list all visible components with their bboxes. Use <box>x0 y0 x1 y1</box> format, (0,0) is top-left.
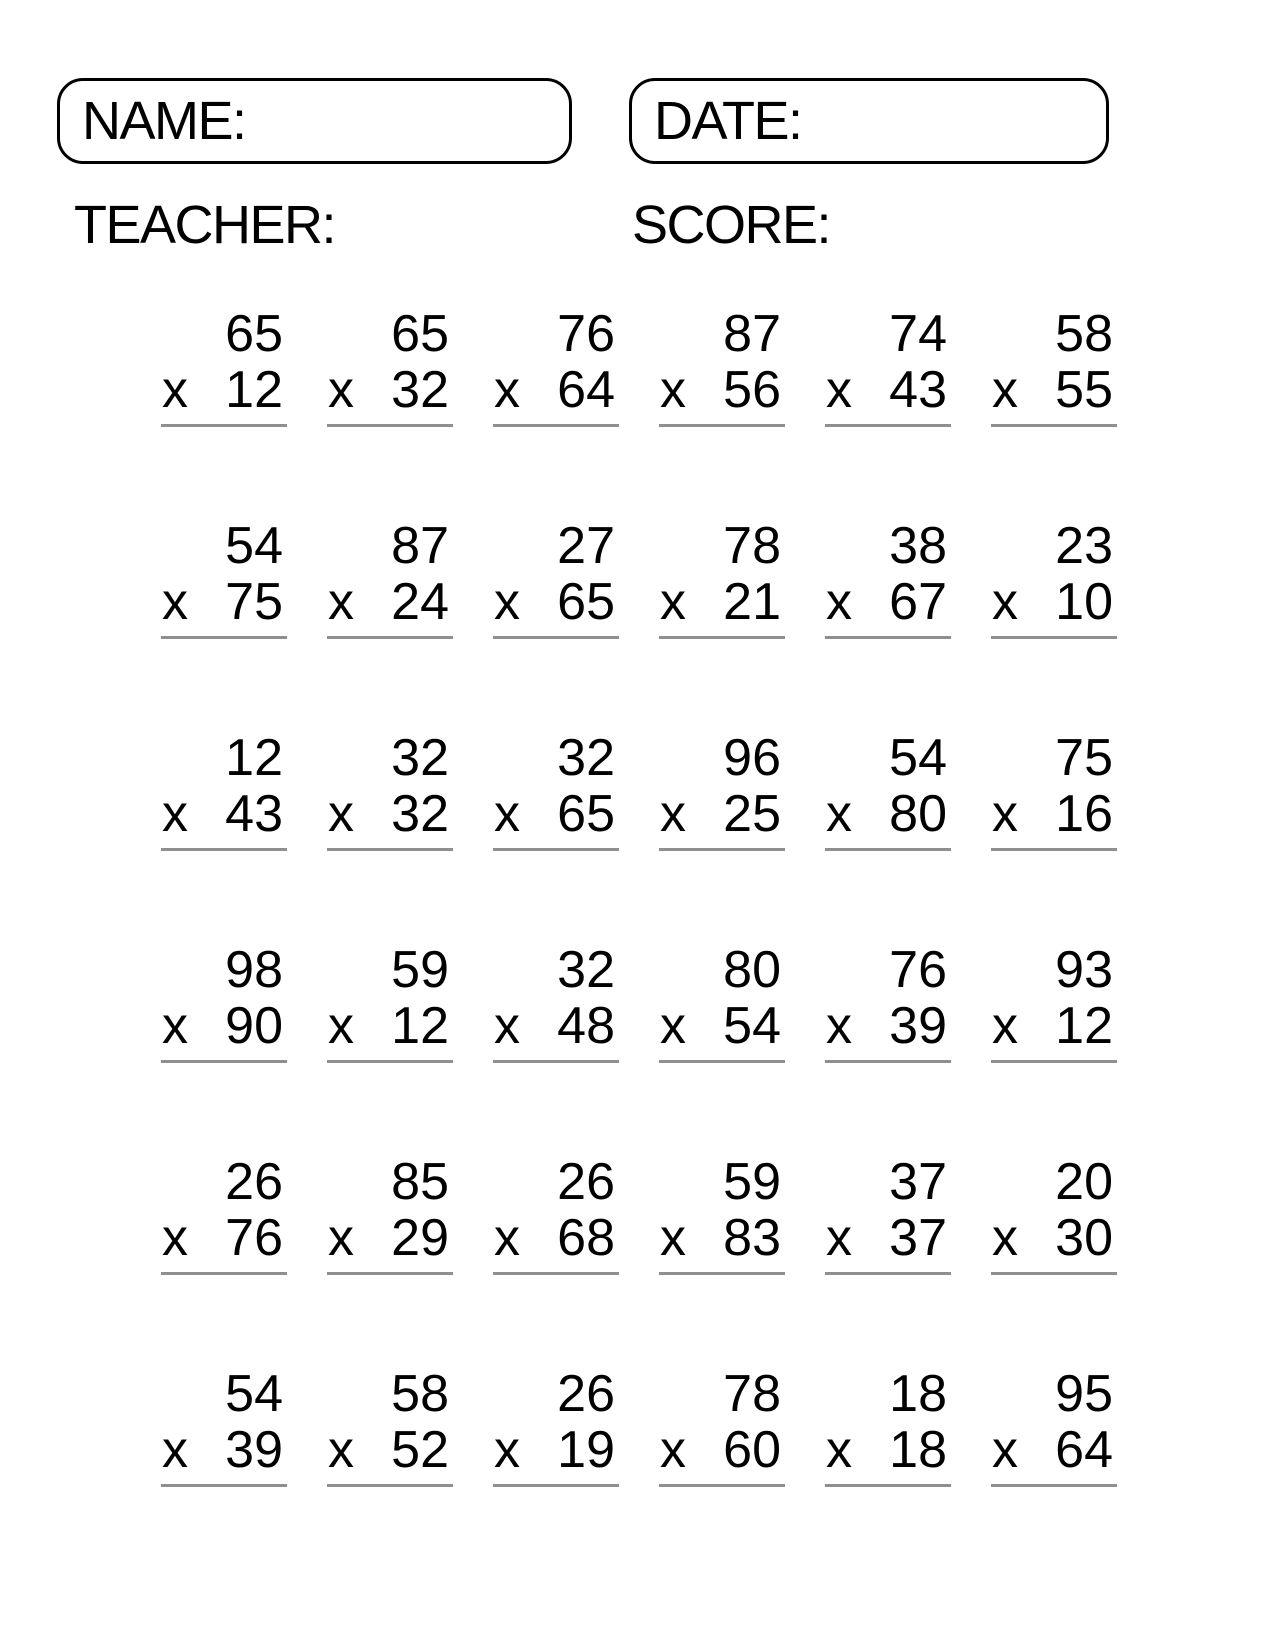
bottom-operand: 21 <box>723 573 781 631</box>
top-operand: 78 <box>723 1365 781 1423</box>
answer-rule <box>991 574 1117 639</box>
bottom-operand: 76 <box>225 1209 283 1267</box>
top-operand: 37 <box>889 1153 947 1211</box>
bottom-operand: 30 <box>1055 1209 1113 1267</box>
multiplication-problem <box>327 306 453 427</box>
multiplication-problem <box>493 730 619 851</box>
top-operand: 74 <box>889 305 947 363</box>
bottom-operand: 37 <box>889 1209 947 1267</box>
date-field-box <box>629 78 1109 164</box>
answer-rule <box>825 786 951 851</box>
multiply-operator: x <box>660 573 686 631</box>
answer-rule <box>825 574 951 639</box>
multiplication-problem <box>991 518 1117 639</box>
multiplication-problem <box>493 518 619 639</box>
multiply-operator: x <box>992 997 1018 1055</box>
answer-rule <box>659 786 785 851</box>
multiplication-problem <box>659 518 785 639</box>
multiplication-problem <box>991 1366 1117 1487</box>
multiply-operator: x <box>494 997 520 1055</box>
answer-rule <box>327 362 453 427</box>
multiplication-problem <box>161 942 287 1063</box>
top-operand: 58 <box>1055 305 1113 363</box>
answer-rule <box>991 1422 1117 1487</box>
top-operand: 32 <box>557 729 615 787</box>
top-operand: 78 <box>723 517 781 575</box>
answer-rule <box>493 574 619 639</box>
multiplication-problem <box>991 942 1117 1063</box>
bottom-operand: 64 <box>1055 1421 1113 1479</box>
bottom-operand: 83 <box>723 1209 781 1267</box>
multiplication-problem <box>327 942 453 1063</box>
problem-row <box>161 306 1117 427</box>
answer-rule <box>327 786 453 851</box>
multiplication-problem <box>825 1154 951 1275</box>
top-operand: 23 <box>1055 517 1113 575</box>
multiplication-problem <box>493 942 619 1063</box>
top-operand: 80 <box>723 941 781 999</box>
answer-rule <box>825 998 951 1063</box>
top-operand: 54 <box>889 729 947 787</box>
top-operand: 54 <box>225 1365 283 1423</box>
bottom-operand: 43 <box>889 361 947 419</box>
name-label: NAME: <box>82 91 246 151</box>
multiply-operator: x <box>162 573 188 631</box>
multiply-operator: x <box>826 361 852 419</box>
multiply-operator: x <box>494 573 520 631</box>
multiply-operator: x <box>826 997 852 1055</box>
answer-rule <box>493 998 619 1063</box>
bottom-operand: 32 <box>391 361 449 419</box>
multiplication-problem <box>161 1366 287 1487</box>
bottom-operand: 12 <box>391 997 449 1055</box>
problem-row <box>161 1366 1117 1487</box>
multiply-operator: x <box>660 1421 686 1479</box>
multiply-operator: x <box>826 785 852 843</box>
multiply-operator: x <box>162 997 188 1055</box>
bottom-operand: 39 <box>225 1421 283 1479</box>
bottom-operand: 10 <box>1055 573 1113 631</box>
top-operand: 20 <box>1055 1153 1113 1211</box>
multiply-operator: x <box>494 361 520 419</box>
bottom-operand: 68 <box>557 1209 615 1267</box>
answer-rule <box>659 574 785 639</box>
top-operand: 59 <box>391 941 449 999</box>
top-operand: 26 <box>225 1153 283 1211</box>
multiplication-problem <box>659 306 785 427</box>
multiply-operator: x <box>826 573 852 631</box>
multiplication-problem <box>659 1366 785 1487</box>
problem-row <box>161 1154 1117 1275</box>
bottom-operand: 64 <box>557 361 615 419</box>
multiply-operator: x <box>660 785 686 843</box>
multiply-operator: x <box>992 361 1018 419</box>
multiplication-problem <box>161 1154 287 1275</box>
multiplication-problem <box>825 942 951 1063</box>
top-operand: 27 <box>557 517 615 575</box>
bottom-operand: 90 <box>225 997 283 1055</box>
bottom-operand: 32 <box>391 785 449 843</box>
top-operand: 59 <box>723 1153 781 1211</box>
multiplication-problem <box>327 518 453 639</box>
answer-rule <box>659 998 785 1063</box>
top-operand: 26 <box>557 1153 615 1211</box>
answer-rule <box>659 1422 785 1487</box>
bottom-operand: 65 <box>557 573 615 631</box>
top-operand: 32 <box>391 729 449 787</box>
multiply-operator: x <box>494 785 520 843</box>
bottom-operand: 67 <box>889 573 947 631</box>
problem-row <box>161 518 1117 639</box>
multiplication-problem <box>825 730 951 851</box>
multiplication-problem <box>825 1366 951 1487</box>
top-operand: 98 <box>225 941 283 999</box>
score-label: SCORE: <box>632 195 831 255</box>
bottom-operand: 24 <box>391 573 449 631</box>
multiplication-problem <box>493 306 619 427</box>
multiply-operator: x <box>328 997 354 1055</box>
multiply-operator: x <box>826 1421 852 1479</box>
bottom-operand: 60 <box>723 1421 781 1479</box>
multiplication-problem <box>659 1154 785 1275</box>
multiply-operator: x <box>328 785 354 843</box>
bottom-operand: 18 <box>889 1421 947 1479</box>
bottom-operand: 19 <box>557 1421 615 1479</box>
answer-rule <box>493 1422 619 1487</box>
top-operand: 76 <box>889 941 947 999</box>
answer-rule <box>991 998 1117 1063</box>
bottom-operand: 29 <box>391 1209 449 1267</box>
top-operand: 54 <box>225 517 283 575</box>
top-operand: 96 <box>723 729 781 787</box>
bottom-operand: 16 <box>1055 785 1113 843</box>
answer-rule <box>161 1422 287 1487</box>
multiply-operator: x <box>328 1209 354 1267</box>
problem-row <box>161 730 1117 851</box>
answer-rule <box>161 786 287 851</box>
top-operand: 65 <box>391 305 449 363</box>
date-label: DATE: <box>654 91 802 151</box>
bottom-operand: 54 <box>723 997 781 1055</box>
multiply-operator: x <box>162 1209 188 1267</box>
answer-rule <box>991 1210 1117 1275</box>
multiply-operator: x <box>992 1421 1018 1479</box>
multiplication-problem <box>161 518 287 639</box>
answer-rule <box>825 1422 951 1487</box>
multiplication-problem <box>825 306 951 427</box>
multiply-operator: x <box>826 1209 852 1267</box>
answer-rule <box>991 786 1117 851</box>
multiply-operator: x <box>162 1421 188 1479</box>
multiply-operator: x <box>494 1421 520 1479</box>
multiplication-problem <box>327 1366 453 1487</box>
answer-rule <box>659 1210 785 1275</box>
bottom-operand: 55 <box>1055 361 1113 419</box>
answer-rule <box>327 998 453 1063</box>
top-operand: 75 <box>1055 729 1113 787</box>
answer-rule <box>659 362 785 427</box>
multiply-operator: x <box>328 573 354 631</box>
multiply-operator: x <box>162 361 188 419</box>
top-operand: 12 <box>225 729 283 787</box>
multiply-operator: x <box>162 785 188 843</box>
multiply-operator: x <box>992 573 1018 631</box>
teacher-label: TEACHER: <box>74 195 336 255</box>
answer-rule <box>161 1210 287 1275</box>
bottom-operand: 12 <box>225 361 283 419</box>
answer-rule <box>493 362 619 427</box>
top-operand: 85 <box>391 1153 449 1211</box>
multiplication-problem <box>659 942 785 1063</box>
bottom-operand: 65 <box>557 785 615 843</box>
multiply-operator: x <box>992 785 1018 843</box>
multiply-operator: x <box>328 1421 354 1479</box>
bottom-operand: 39 <box>889 997 947 1055</box>
multiplication-problem <box>161 730 287 851</box>
top-operand: 87 <box>723 305 781 363</box>
top-operand: 18 <box>889 1365 947 1423</box>
answer-rule <box>493 1210 619 1275</box>
top-operand: 95 <box>1055 1365 1113 1423</box>
answer-rule <box>991 362 1117 427</box>
answer-rule <box>825 362 951 427</box>
top-operand: 58 <box>391 1365 449 1423</box>
multiplication-problem <box>327 1154 453 1275</box>
problems-grid <box>161 306 1117 1578</box>
multiplication-problem <box>825 518 951 639</box>
multiply-operator: x <box>660 1209 686 1267</box>
bottom-operand: 12 <box>1055 997 1113 1055</box>
bottom-operand: 80 <box>889 785 947 843</box>
answer-rule <box>327 1210 453 1275</box>
multiply-operator: x <box>328 361 354 419</box>
bottom-operand: 52 <box>391 1421 449 1479</box>
top-operand: 38 <box>889 517 947 575</box>
answer-rule <box>161 998 287 1063</box>
bottom-operand: 25 <box>723 785 781 843</box>
top-operand: 76 <box>557 305 615 363</box>
top-operand: 26 <box>557 1365 615 1423</box>
multiplication-problem <box>493 1154 619 1275</box>
top-operand: 65 <box>225 305 283 363</box>
answer-rule <box>493 786 619 851</box>
multiplication-problem <box>991 306 1117 427</box>
multiply-operator: x <box>660 997 686 1055</box>
multiplication-problem <box>991 730 1117 851</box>
answer-rule <box>327 574 453 639</box>
bottom-operand: 48 <box>557 997 615 1055</box>
multiplication-problem <box>493 1366 619 1487</box>
multiply-operator: x <box>992 1209 1018 1267</box>
multiplication-problem <box>991 1154 1117 1275</box>
multiply-operator: x <box>660 361 686 419</box>
top-operand: 93 <box>1055 941 1113 999</box>
answer-rule <box>825 1210 951 1275</box>
multiplication-problem <box>659 730 785 851</box>
top-operand: 32 <box>557 941 615 999</box>
bottom-operand: 56 <box>723 361 781 419</box>
answer-rule <box>161 574 287 639</box>
top-operand: 87 <box>391 517 449 575</box>
bottom-operand: 43 <box>225 785 283 843</box>
multiplication-problem <box>161 306 287 427</box>
problem-row <box>161 942 1117 1063</box>
bottom-operand: 75 <box>225 573 283 631</box>
name-field-box <box>57 78 572 164</box>
answer-rule <box>327 1422 453 1487</box>
multiply-operator: x <box>494 1209 520 1267</box>
answer-rule <box>161 362 287 427</box>
multiplication-problem <box>327 730 453 851</box>
